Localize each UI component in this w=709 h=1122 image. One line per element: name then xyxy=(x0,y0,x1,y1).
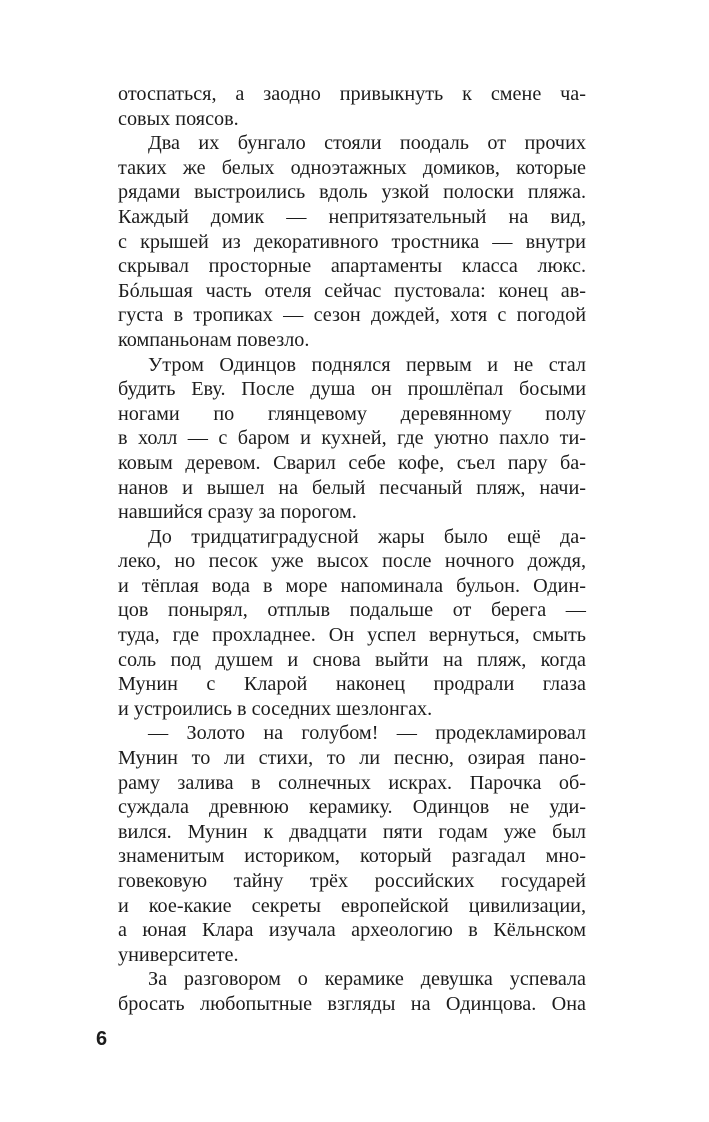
text-line: навшийся сразу за порогом. xyxy=(118,501,357,524)
text-line: таких же белых одноэтажных домиков, которые xyxy=(118,156,586,179)
text-line: туда, где прохладнее. Он успел вернуться, смыть xyxy=(118,624,586,647)
text-line: и кое-какие секреты европейской цивилизации, xyxy=(118,894,586,917)
text-line: знаменитым историком, который разгадал мно- xyxy=(118,845,586,868)
text-line: До тридцатиградусной жары было ещё да- xyxy=(148,525,586,548)
text-line: скрывал просторные апартаменты класса люкс. xyxy=(118,255,586,278)
text-line: университете. xyxy=(118,943,239,966)
text-line: ковым деревом. Сварил себе кофе, съел пару ба- xyxy=(118,451,586,474)
text-line: цов понырял, отплыв подальше от берега — xyxy=(118,599,586,622)
text-line: в холл — с баром и кухней, где уютно пахло ти- xyxy=(118,427,586,450)
text-line: будить Еву. После душа он прошлёпал босыми xyxy=(118,378,586,401)
text-line: Бóльшая часть отеля сейчас пустовала: конец ав- xyxy=(118,279,586,302)
text-line: Мунин с Кларой наконец продрали глаза xyxy=(118,673,586,696)
text-line: компаньонам повезло. xyxy=(118,328,310,351)
text-line: ногами по глянцевому деревянному полу xyxy=(118,402,586,425)
text-line: с крышей из декоративного тростника — внутри xyxy=(118,230,586,253)
text-line: отоспаться, а заодно привыкнуть к смене ча- xyxy=(118,83,586,105)
text-line: бросать любопытные взгляды на Одинцова. Она xyxy=(118,992,586,1015)
text-line: — Золото на голубом! — продекламировал xyxy=(148,722,586,745)
text-line: Утром Одинцов поднялся первым и не стал xyxy=(148,353,586,376)
text-line: соль под душем и снова выйти на пляж, когда xyxy=(118,648,586,671)
text-line: и устроились в соседних шезлонгах. xyxy=(118,697,433,720)
text-line: раму залива в солнечных искрах. Парочка об- xyxy=(118,771,586,794)
text-line: За разговором о керамике девушка успевала xyxy=(148,968,586,991)
text-line: и тёплая вода в море напоминала бульон. Один- xyxy=(118,574,586,597)
page-body-text xyxy=(118,82,586,1017)
text-line: Мунин то ли стихи, то ли песню, озирая пано- xyxy=(118,747,586,770)
text-line: Два их бунгало стояли поодаль от прочих xyxy=(148,132,586,155)
page-number: 6 xyxy=(96,1028,108,1050)
text-line: а юная Клара изучала археологию в Кёльнском xyxy=(118,919,586,942)
text-line: густа в тропиках — сезон дождей, хотя с погодой xyxy=(118,304,586,327)
text-line: вился. Мунин к двадцати пяти годам уже был xyxy=(118,820,586,843)
text-line: рядами выстроились вдоль узкой полоски пляжа. xyxy=(118,181,586,204)
text-line: говековую тайну трёх российских государей xyxy=(118,870,586,892)
text-line: нанов и вышел на белый песчаный пляж, начи- xyxy=(118,476,586,499)
text-line: суждала древнюю керамику. Одинцов не уди- xyxy=(118,796,586,819)
text-line: леко, но песок уже высох после ночного дождя, xyxy=(118,550,586,573)
text-line: Каждый домик — непритязательный на вид, xyxy=(118,205,586,228)
text-line: совых поясов. xyxy=(118,107,239,130)
